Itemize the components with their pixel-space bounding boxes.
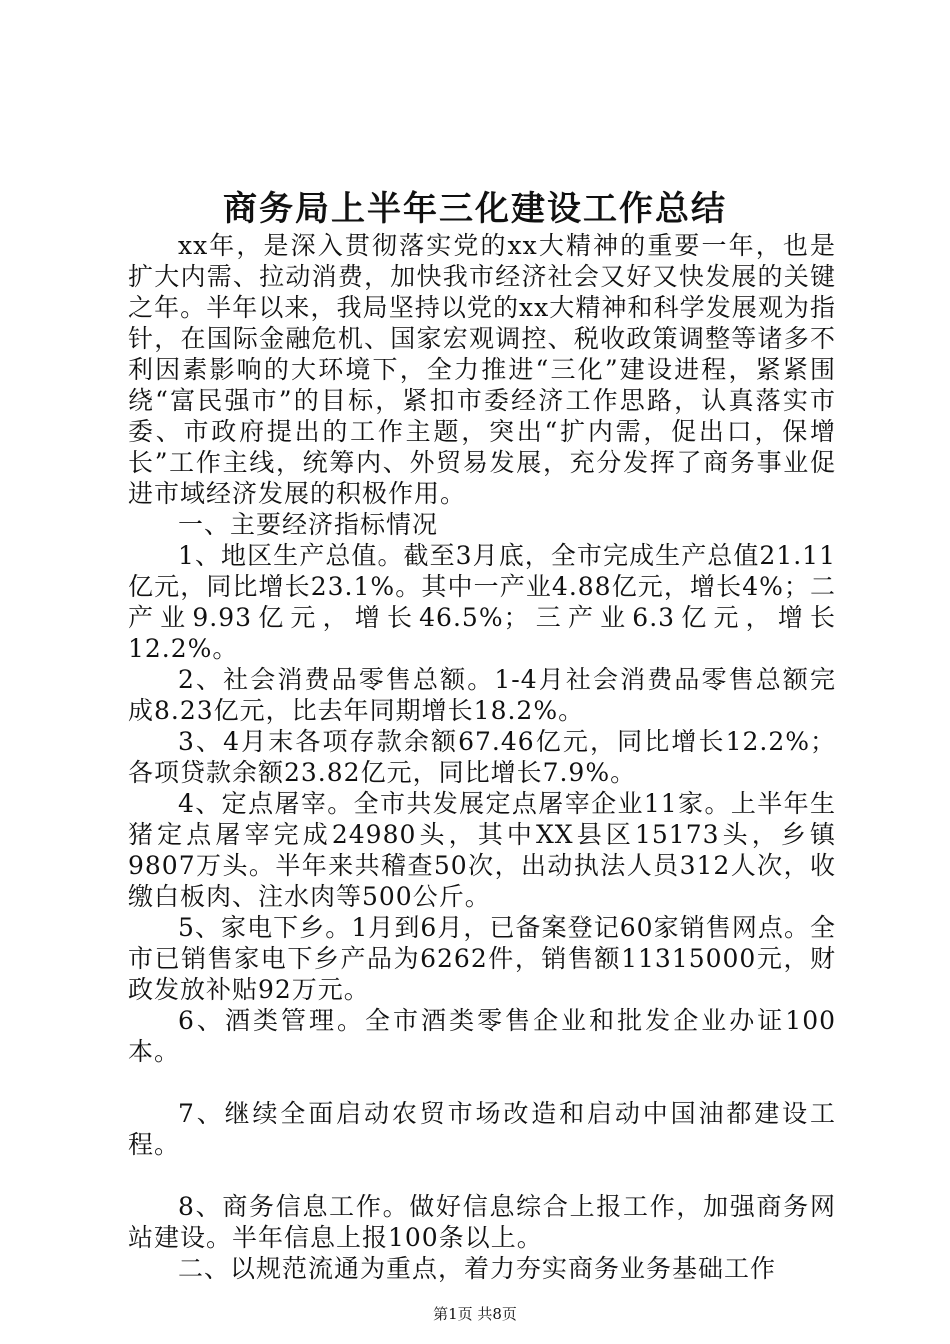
paragraph-item-4: 4、定点屠宰。全市共发展定点屠宰企业11家。上半年生猪定点屠宰完成24980头，其中XX县区15173头，乡镇9807万头。半年来共稽查50次，出动执法人员312人次，收缴白板肉、注水肉等500公斤。 [128,789,836,911]
paragraph-item-5: 5、家电下乡。1月到6月，已备案登记60家销售网点。全市已销售家电下乡产品为6262件，销售额11315000元，财政发放补贴92万元。 [128,913,836,1004]
document-title: 商务局上半年三化建设工作总结 [223,189,727,229]
document-body [128,230,836,1284]
section-heading-2: 二、以规范流通为重点，着力夯实商务业务基础工作 [178,1254,777,1283]
spacer [128,1067,836,1098]
spacer [128,1160,836,1191]
section-heading-1: 一、主要经济指标情况 [178,510,439,539]
paragraph-item-6: 6、酒类管理。全市酒类零售企业和批发企业办证100本。 [128,1006,836,1066]
paragraph-item-8: 8、商务信息工作。做好信息综合上报工作，加强商务网站建设。半年信息上报100条以上。 [128,1192,836,1252]
paragraph-item-7: 7、继续全面启动农贸市场改造和启动中国油都建设工程。 [128,1099,836,1159]
page-number-footer: 第1页 共8页 [433,1305,517,1323]
paragraph-item-2: 2、社会消费品零售总额。1-4月社会消费品零售总额完成8.23亿元，比去年同期增长18.2%。 [128,665,836,725]
paragraph-item-3: 3、4月末各项存款余额67.46亿元，同比增长12.2%；各项贷款余额23.82亿元，同比增长7.9%。 [128,727,836,787]
paragraph-item-1: 1、地区生产总值。截至3月底，全市完成生产总值21.11亿元，同比增长23.1%。其中一产业4.88亿元，增长4%；二产业9.93亿元，增长46.5%；三产业6.3亿元，增长12.2%。 [128,541,836,663]
paragraph-intro: xx年，是深入贯彻落实党的xx大精神的重要一年，也是扩大内需、拉动消费，加快我市经济社会又好又快发展的关键之年。半年以来，我局坚持以党的xx大精神和科学发展观为指针，在国际金融危机、国家宏观调控、税收政策调整等诸多不利因素影响的大环境下，全力推进“三化”建设进程，紧紧围绕“富民强市”的目标，紧扣市委经济工作思路，认真落实市委、市政府提出的工作主题，突出“扩内需，促出口，保增长”工作主线，统筹内、外贸易发展，充分发挥了商务事业促进市域经济发展的积极作用。 [128,231,836,508]
